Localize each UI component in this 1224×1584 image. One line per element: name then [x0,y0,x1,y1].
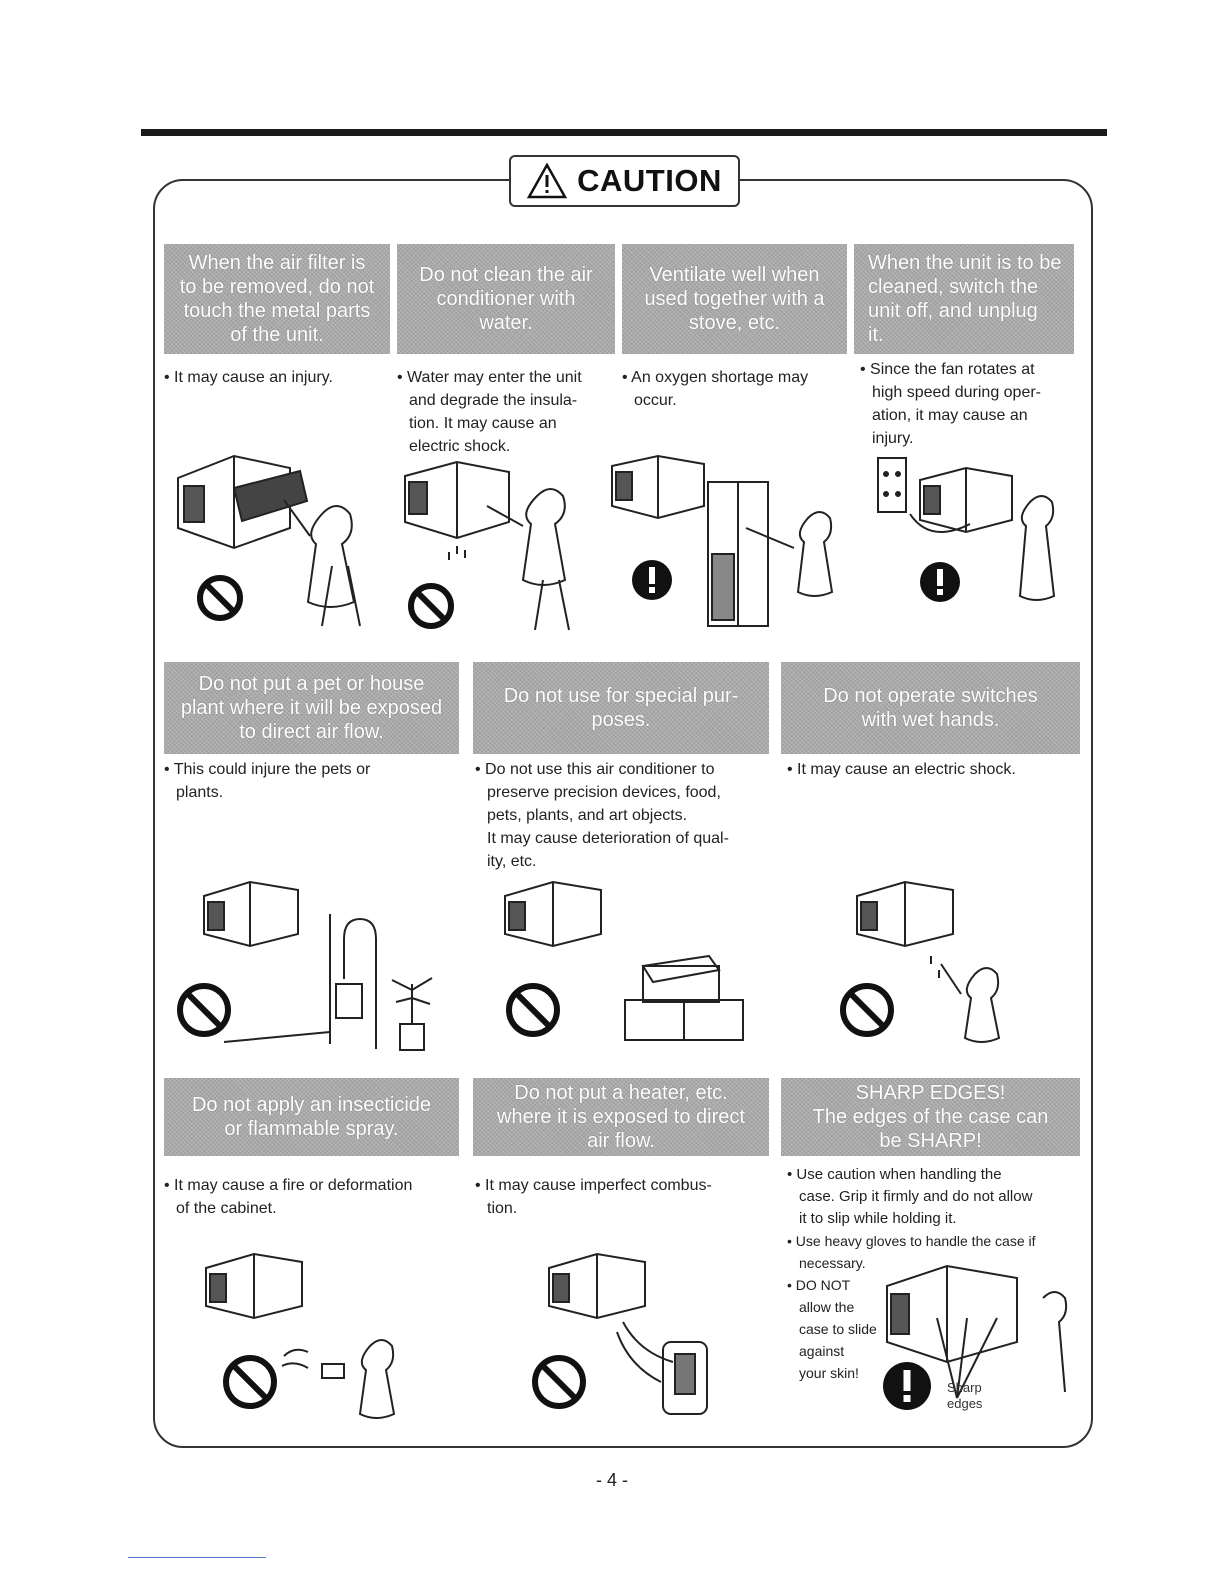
prohibited-icon [509,986,557,1034]
panel-header: When the air filter is to be removed, do not touch the metal parts of the unit. [164,244,390,354]
panel-wet-hands [781,662,1080,1062]
panel-sharp-edges [781,1078,1080,1428]
prohibited-icon [535,1358,583,1406]
panel-header: SHARP EDGES! The edges of the case can be SHARP! [781,1078,1080,1156]
bullet: • Since the fan rotates at high speed during oper- ation, it may cause an injury. [860,361,1042,447]
panel-header: Do not apply an insecticide or flammable spray. [164,1078,459,1156]
bullet: • It may cause a fire or deformation of the cabinet. [164,1177,413,1217]
prohibited-icon [180,986,228,1034]
insecticide-illustration [184,1246,459,1426]
warning-triangle-icon [527,163,567,199]
prohibited-icon [411,586,451,626]
panel-header: Ventilate well when used together with a stove, etc. [622,244,847,354]
panel-description [860,358,1074,450]
pet-plant-illustration [164,874,459,1060]
panel-header: Do not put a heater, etc. where it is exposed to direct air flow. [473,1078,769,1156]
panel-ventilate [622,244,847,644]
panel-special-purposes [473,662,769,1062]
panel-insecticide [164,1078,459,1428]
sharp-edges-label: Sharp edges [947,1380,983,1411]
bullet: • An oxygen shortage may occur. [622,369,809,409]
bullet: • Use heavy gloves to handle the case if necessary. [787,1233,1036,1271]
prohibited-icon [843,986,891,1034]
panel-unplug [854,244,1074,644]
panel-description [622,366,847,412]
prohibited-icon [200,578,240,618]
panel-description [475,758,769,873]
prohibited-icon [226,1358,274,1406]
panel-description [397,366,615,458]
washing-unit-illustration [397,456,615,636]
bullet: • It may cause imperfect combus- tion. [475,1177,712,1217]
bullet: • It may cause an electric shock. [787,761,1016,778]
panel-no-water [397,244,615,644]
panel-description [164,366,390,389]
ventilate-window-illustration [608,454,853,634]
bullet: • Water may enter the unit and degrade the insula- tion. It may cause an electric shock. [397,369,582,455]
caution-title: CAUTION [577,163,722,198]
panel-description [164,1174,459,1220]
exclamation-icon [883,1362,931,1410]
panel-heater [473,1078,769,1428]
panel-header: Do not operate switches with wet hands. [781,662,1080,754]
unplug-illustration [870,454,1074,634]
panel-header: Do not use for special pur- poses. [473,662,769,754]
aquarium-illustration [473,874,769,1060]
panel-header: When the unit is to be cleaned, switch the unit off, and unplug it. [854,244,1074,354]
top-rule [141,129,1107,136]
bullet: • It may cause an injury. [164,369,333,386]
bullet: • This could injure the pets or plants. [164,761,371,801]
exclamation-icon [632,560,672,600]
bullet: • Do not use this air conditioner to preserve precision devices, food, pets, plants, and art objects. It may cause deterioration of qual- ity, etc. [475,761,729,870]
caution-heading [509,155,740,207]
panel-description [787,758,1080,781]
bullet: • DO NOT allow the case to slide against your skin! [787,1277,877,1381]
panel-description [475,1174,769,1220]
panel-air-filter [164,244,390,644]
heater-illustration [513,1246,769,1426]
panel-description [164,758,459,804]
page-number: - 4 - [595,1470,628,1490]
exclamation-icon [920,562,960,602]
bullet: • Use caution when handling the case. Grip it firmly and do not allow it to slip while holding it. [787,1166,1033,1227]
panel-header: Do not clean the air conditioner with water. [397,244,615,354]
panel-pet-plant [164,662,459,1062]
footer-rule [128,1557,266,1558]
filter-removal-illustration [172,416,387,641]
panel-header: Do not put a pet or house plant where it will be exposed to direct air flow. [164,662,459,754]
wet-hands-illustration [821,874,1061,1060]
